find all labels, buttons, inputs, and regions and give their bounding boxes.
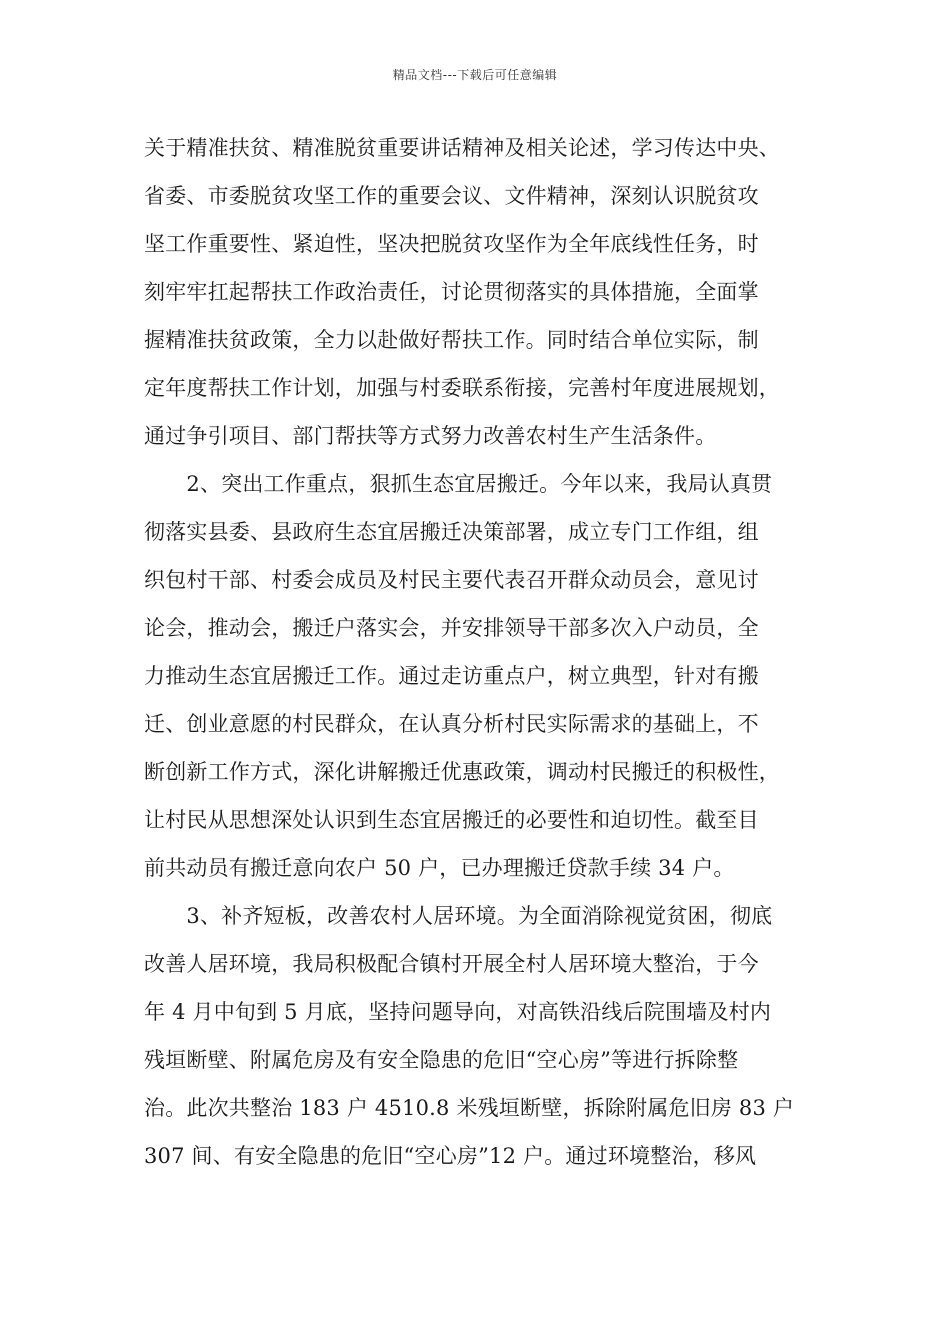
text-line: 论会，推动会，搬迁户落实会，并安排领导干部多次入户动员，全 bbox=[144, 616, 759, 640]
text-line: 织包村干部、村委会成员及村民主要代表召开群众动员会，意见讨 bbox=[144, 568, 759, 592]
page-header: 精品文档---下载后可任意编辑 bbox=[392, 68, 558, 82]
text-line: 关于精准扶贫、精准脱贫重要讲话精神及相关论述，学习传达中央、 bbox=[144, 136, 780, 160]
paragraph-2 bbox=[144, 460, 824, 892]
text-line: 改善人居环境，我局积极配合镇村开展全村人居环境大整治，于今 bbox=[144, 952, 759, 976]
text-line: 2、突出工作重点，狠抓生态宜居搬迁。今年以来，我局认真贯 bbox=[144, 472, 773, 496]
text-line: 残垣断壁、附属危房及有安全隐患的危旧“空心房”等进行拆除整 bbox=[144, 1048, 739, 1072]
text-line: 握精准扶贫政策，全力以赴做好帮扶工作。同时结合单位实际，制 bbox=[144, 328, 759, 352]
text-line: 3、补齐短板，改善农村人居环境。为全面消除视觉贫困，彻底 bbox=[144, 904, 773, 928]
text-line: 刻牢牢扛起帮扶工作政治责任，讨论贯彻落实的具体措施，全面掌 bbox=[144, 280, 759, 304]
text-line: 307 间、有安全隐患的危旧“空心房”12 户。通过环境整治，移风 bbox=[144, 1144, 757, 1168]
paragraph-3 bbox=[144, 892, 824, 1180]
text-line: 省委、市委脱贫攻坚工作的重要会议、文件精神，深刻认识脱贫攻 bbox=[144, 184, 759, 208]
text-line: 让村民从思想深处认识到生态宜居搬迁的必要性和迫切性。截至目 bbox=[144, 808, 759, 832]
text-line: 治。此次共整治 183 户 4510.8 米残垣断壁，拆除附属危旧房 83 户 bbox=[144, 1096, 795, 1120]
text-line: 坚工作重要性、紧迫性，坚决把脱贫攻坚作为全年底线性任务，时 bbox=[144, 232, 759, 256]
text-line: 前共动员有搬迁意向农户 50 户，已办理搬迁贷款手续 34 户。 bbox=[144, 856, 735, 880]
text-line: 通过争引项目、部门帮扶等方式努力改善农村生产生活条件。 bbox=[144, 424, 717, 448]
text-line: 定年度帮扶工作计划，加强与村委联系衔接，完善村年度进展规划， bbox=[144, 376, 780, 400]
document-body bbox=[144, 124, 824, 1180]
text-line: 迁、创业意愿的村民群众，在认真分析村民实际需求的基础上，不 bbox=[144, 712, 759, 736]
text-line: 年 4 月中旬到 5 月底，坚持问题导向，对高铁沿线后院围墙及村内 bbox=[144, 1000, 772, 1024]
text-line: 彻落实县委、县政府生态宜居搬迁决策部署，成立专门工作组，组 bbox=[144, 520, 759, 544]
text-line: 力推动生态宜居搬迁工作。通过走访重点户，树立典型，针对有搬 bbox=[144, 664, 759, 688]
paragraph-1 bbox=[144, 124, 824, 460]
text-line: 断创新工作方式，深化讲解搬迁优惠政策，调动村民搬迁的积极性， bbox=[144, 760, 780, 784]
